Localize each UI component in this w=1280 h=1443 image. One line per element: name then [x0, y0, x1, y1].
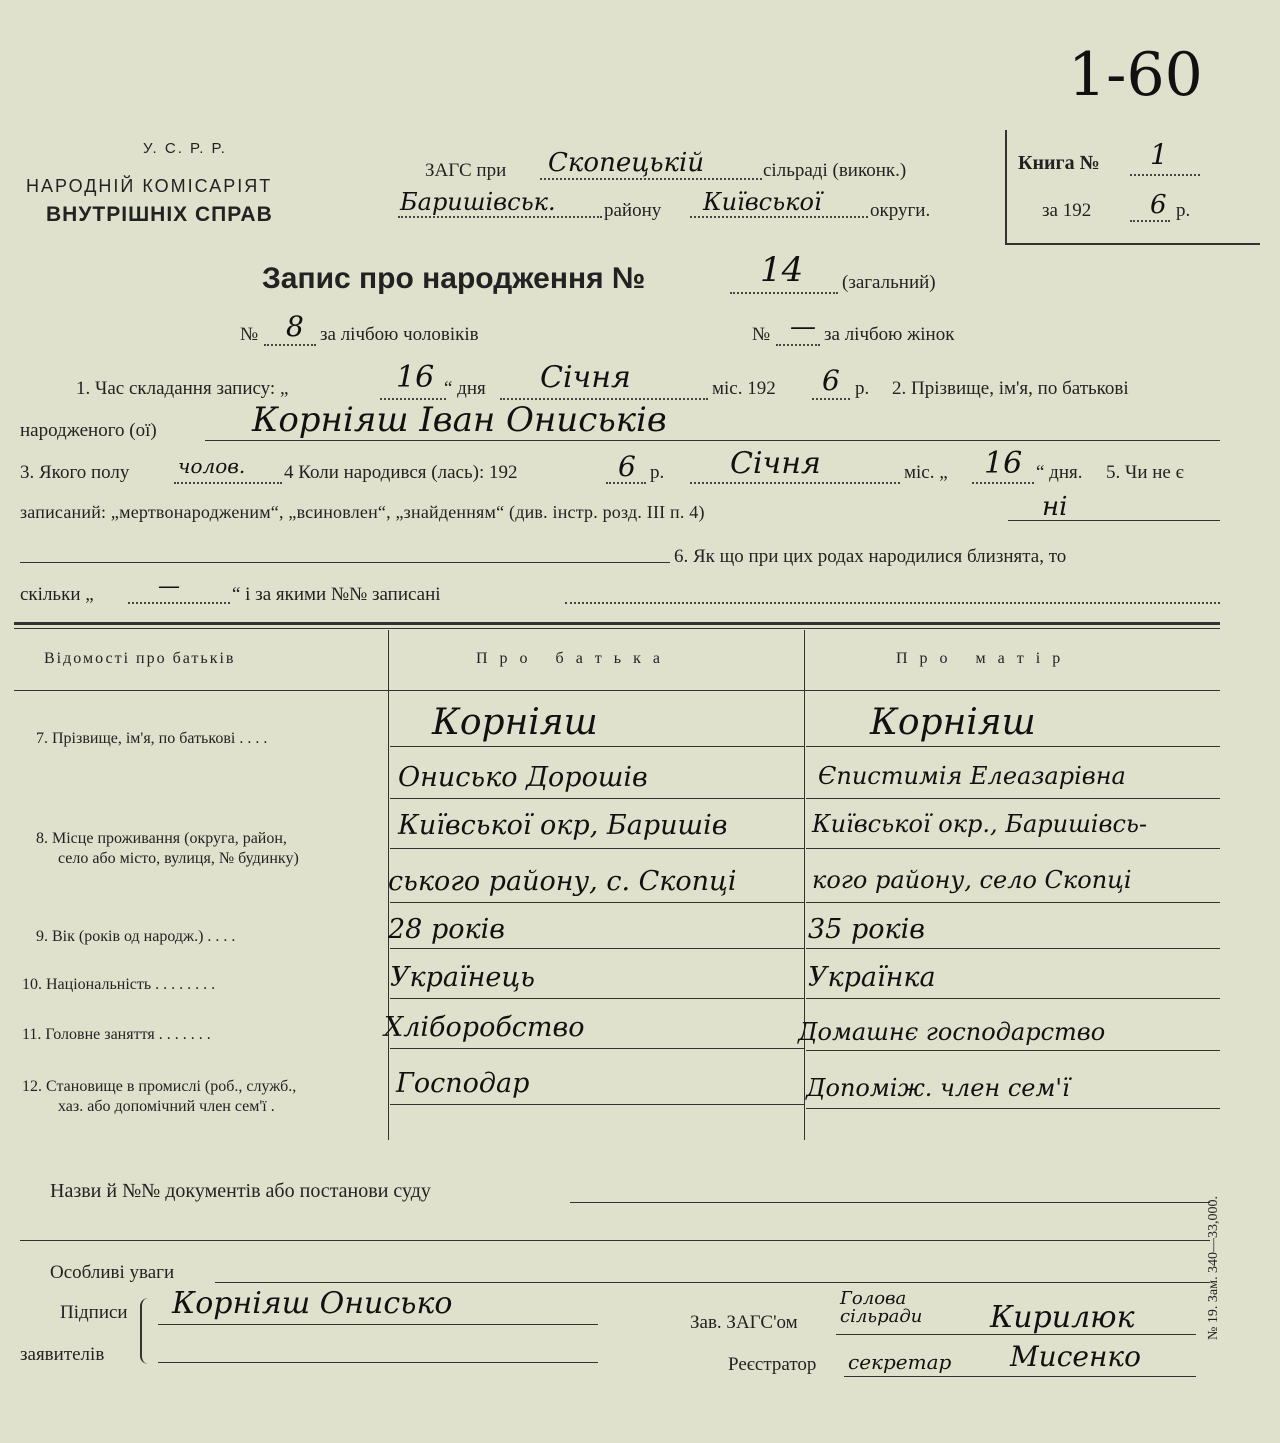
field3-line	[174, 482, 282, 484]
district-line	[398, 216, 602, 218]
book-year-suffix: р.	[1176, 200, 1191, 221]
row12-label: 12. Становище в промислі (роб., служб.,	[22, 1078, 297, 1095]
mother-nationality: Українка	[808, 962, 936, 993]
head-signature-line	[836, 1334, 1196, 1335]
applicants-brace	[140, 1298, 156, 1364]
father-surname-line	[390, 746, 804, 747]
mother-status-line	[806, 1108, 1220, 1109]
table-header-border	[14, 690, 1220, 691]
applicant-signature-line	[158, 1324, 598, 1325]
field4-year-suffix: р.	[650, 462, 665, 483]
book-box-left-border	[1005, 130, 1007, 245]
head-signature: Кирилюк	[990, 1300, 1135, 1335]
field6-label3: “ і за якими №№ записані	[232, 584, 441, 605]
region-line	[690, 216, 868, 218]
field4-day-suffix: “ дня.	[1036, 462, 1083, 483]
field6-label: 6. Як що при цих родах народилися близнята, то	[674, 546, 1067, 567]
father-nationality-line	[390, 998, 804, 999]
field4-day-line	[972, 482, 1034, 484]
field5-value: ні	[1042, 492, 1068, 522]
field6-value: —	[158, 574, 180, 599]
field4-day: 16	[984, 446, 1023, 481]
field2-label: 2. Прізвище, ім'я, по батькові	[892, 378, 1129, 399]
applicant-signature: Корніяш Онисько	[172, 1286, 453, 1321]
documents-label: Назви й №№ документів або постанови суду	[50, 1180, 431, 1202]
field4-month-suffix: міс. „	[904, 462, 948, 483]
book-box-bottom-border	[1005, 243, 1260, 245]
mother-occupation: Домашнє господарство	[798, 1018, 1106, 1046]
father-occupation: Хліборобство	[384, 1012, 585, 1043]
field1-day-suffix: “ дня	[444, 378, 486, 399]
row9-label: 9. Вік (років од народж.) . . . .	[36, 928, 236, 945]
mother-name-line	[806, 798, 1220, 799]
mother-age-line	[806, 948, 1220, 949]
print-info: № 19. Зам. 340—33,000.	[1206, 1196, 1221, 1340]
field6-label2: скільки „	[20, 584, 94, 605]
registrar-signature-line	[844, 1376, 1196, 1377]
field4-year-digit: 6	[618, 450, 636, 483]
mother-nationality-line	[806, 998, 1220, 999]
women-count-line	[776, 344, 820, 346]
row8-label2: село або місто, вулиця, № будинку)	[58, 850, 299, 867]
father-address2: ського району, с. Скопці	[388, 866, 737, 897]
field2-line	[205, 440, 1220, 441]
ussr-header: У. С. Р. Р.	[143, 140, 227, 157]
field1-day: 16	[396, 360, 435, 395]
documents-line2	[20, 1240, 1210, 1241]
field1-year-line	[812, 398, 850, 400]
women-count-value: —	[790, 312, 816, 342]
book-label: Книга №	[1018, 152, 1100, 174]
field6-records-line	[565, 602, 1220, 604]
table-top-border	[14, 622, 1220, 625]
region-label: округи.	[870, 200, 931, 221]
field1-year-digit: 6	[822, 364, 840, 397]
corner-annotation: 1-60	[1068, 40, 1203, 110]
field3-value: чолов.	[178, 454, 246, 478]
zags-suffix: сільраді (виконк.)	[763, 160, 907, 181]
field4-month-line	[690, 482, 900, 484]
applicants-label: заявителів	[20, 1344, 105, 1365]
district-label: району	[604, 200, 662, 221]
table-header-info: Відомості про батьків	[44, 650, 236, 667]
head-title: Голова сільради	[840, 1288, 923, 1327]
field1-label: 1. Час складання запису: „	[76, 378, 289, 399]
table-col-divider-2	[804, 630, 805, 1140]
district-value: Баришівськ.	[400, 188, 556, 216]
field6-value-line	[128, 602, 230, 604]
registrar-label: Реєстратор	[728, 1354, 817, 1375]
father-address1-line	[390, 848, 804, 849]
book-year-digit: 6	[1150, 190, 1167, 220]
book-number: 1	[1150, 138, 1168, 171]
mother-address2-line	[806, 902, 1220, 903]
field4-label: 4 Коли народився (лась): 192	[284, 462, 518, 483]
documents-line	[570, 1202, 1210, 1203]
commissariat-line2: ВНУТРІШНІХ СПРАВ	[46, 203, 273, 226]
book-year-label: за 192	[1042, 200, 1092, 221]
mother-occupation-line	[806, 1050, 1220, 1051]
father-address1: Київської окр, Баришів	[398, 810, 728, 841]
mother-address2: кого району, село Скопці	[812, 866, 1132, 894]
father-surname: Корніяш	[432, 702, 598, 743]
field1-year-suffix: р.	[855, 378, 870, 399]
father-age: 28 років	[388, 914, 505, 945]
commissariat-line1: НАРОДНІЙ КОМІСАРІЯТ	[26, 176, 273, 196]
record-title: Запис про народження №	[262, 262, 646, 295]
women-count-label: за лічбою жінок	[824, 324, 955, 345]
men-count-value: 8	[286, 310, 304, 343]
field5-label2: записаний: „мертвонародженим“, „всиновлен“, „знайденням“ (див. інстр. розд. III п. 4)	[20, 502, 705, 522]
field4-month: Січня	[730, 446, 821, 481]
table-header-father: П р о б а т ь к а	[476, 650, 664, 667]
father-status-line	[390, 1104, 804, 1105]
father-status: Господар	[396, 1068, 530, 1099]
zags-village-line	[540, 178, 762, 180]
women-count-prefix: №	[752, 324, 771, 345]
record-number: 14	[760, 250, 804, 290]
men-count-prefix: №	[240, 324, 259, 345]
father-name-line	[390, 798, 804, 799]
row12-label2: хаз. або допомічний член сем'ї .	[58, 1098, 275, 1115]
mother-age: 35 років	[808, 914, 925, 945]
father-name: Онисько Дорошів	[398, 762, 648, 793]
field1-month-suffix: міс. 192	[712, 378, 776, 399]
table-top-border-thin	[14, 628, 1220, 629]
applicant-signature-line2	[158, 1362, 598, 1363]
men-count-label: за лічбою чоловіків	[320, 324, 479, 345]
record-number-line	[730, 292, 838, 294]
field4-year-line	[606, 482, 646, 484]
father-address2-line	[390, 902, 804, 903]
field5-label: 5. Чи не є	[1106, 462, 1184, 483]
field5-line	[1008, 520, 1220, 521]
mother-surname-line	[806, 746, 1220, 747]
notes-line	[215, 1282, 1210, 1283]
notes-label: Особливі уваги	[50, 1262, 175, 1283]
book-number-line	[1130, 174, 1200, 176]
registrar-title: секретар	[848, 1350, 952, 1374]
field2-label2: народженого (ої)	[20, 420, 157, 441]
father-nationality: Українець	[390, 962, 535, 993]
field6-blank-line	[20, 562, 670, 563]
men-count-line	[264, 344, 316, 346]
mother-address1-line	[806, 848, 1220, 849]
zags-label: ЗАГС при	[425, 160, 507, 181]
mother-status: Допоміж. член сем'ї	[806, 1074, 1070, 1102]
row10-label: 10. Національність . . . . . . . .	[22, 976, 216, 993]
father-occupation-line	[390, 1048, 804, 1049]
book-year-line	[1130, 220, 1170, 222]
field1-month: Січня	[540, 360, 631, 395]
mother-name: Єпистимія Елеазарівна	[818, 762, 1126, 790]
zags-village: Скопецькій	[548, 148, 705, 178]
region-value: Київської	[703, 188, 822, 216]
head-label: Зав. ЗАГС'ом	[690, 1312, 798, 1333]
row7-label: 7. Прізвище, ім'я, по батькові . . . .	[36, 730, 268, 747]
father-age-line	[390, 948, 804, 949]
table-header-mother: П р о м а т і р	[896, 650, 1065, 667]
record-general: (загальний)	[842, 272, 936, 293]
mother-surname: Корніяш	[870, 702, 1036, 743]
row8-label: 8. Місце проживання (округа, район,	[36, 830, 287, 847]
row11-label: 11. Головне заняття . . . . . . .	[22, 1026, 211, 1043]
mother-address1: Київської окр., Баришівсь-	[812, 810, 1148, 838]
field3-label: 3. Якого полу	[20, 462, 130, 483]
field2-value: Корніяш Іван Ониськів	[252, 400, 667, 440]
registrar-signature: Мисенко	[1010, 1340, 1141, 1373]
signatures-label: Підписи	[60, 1302, 128, 1323]
